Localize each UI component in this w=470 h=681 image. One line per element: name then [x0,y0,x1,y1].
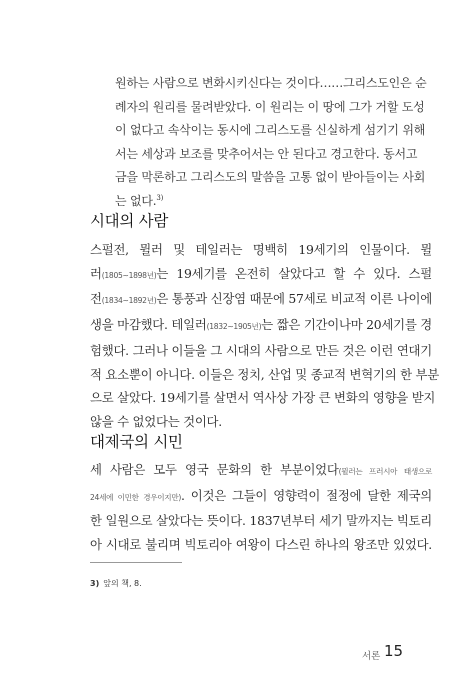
text-line [90,458,432,484]
text-line: 않을 수 없었다는 것이다. [90,413,222,429]
text-fragment: 는 짧은 기간이나마 20세기를 경 [261,317,432,333]
section-heading: 시대의 사람 [90,212,168,230]
text-fragment: 은 통풍과 신장염 때문에 57세로 비교적 이른 나이에 [156,291,432,307]
footnote-number: 3) [90,579,100,588]
paragraph-empire [90,458,432,557]
text-fragment: 전 [90,291,102,307]
aside-note: 24세에 이민한 경우이지만) [90,492,182,502]
text-line [90,262,432,288]
aside-note: (뮐러는 프러시아 태생으로 [338,467,432,476]
text-fragment: 세 사람은 모두 영국 문화의 한 부분이었다 [90,462,339,477]
block-quote [115,72,433,213]
footnote-text: 앞의 책, 8. [103,579,142,588]
text-fragment: . 이것은 그들이 영향력이 절정에 달한 제국의 [181,487,432,503]
text-line: 스펄전, 뮐러 및 테일러는 명백히 19세기의 인물이다. 뮐 [90,242,432,257]
quote-line: 서는 세상과 보조를 맞추어서는 안 된다고 경고한다. 동서고 [115,146,418,161]
quote-last-text: 는 없다. [115,193,157,208]
running-head: 서론 [362,651,381,662]
date-range: (1834~1892년) [101,296,157,306]
text-line: 아 시대로 불리며 빅토리아 여왕이 다스린 하나의 왕조만 있었다. [90,537,432,553]
quote-line: 금을 막론하고 그리스도의 말씀을 고통 없이 받아들이는 사회 [115,170,426,184]
text-line: 으로 살았다. 19세기를 살면서 역사상 가장 큰 변화의 영향을 받지 [90,390,436,406]
footnote-divider [90,562,182,563]
date-range: (1832~1905년) [206,322,262,332]
date-range: (1805~1898년) [101,270,157,280]
text-fragment: 러 [90,265,102,281]
text-line: 적 요소뿐이 아니다. 이들은 정치, 산업 및 종교적 변혁기의 한 부분 [90,366,439,382]
text-line [90,287,432,313]
footnote-ref[interactable]: 3) [156,193,164,202]
quote-line: 원하는 사람으로 변화시키신다는 것이다……그리스도인은 순 [115,76,427,90]
section-heading: 대제국의 시민 [90,433,183,451]
text-line [90,484,432,510]
text-line [90,313,432,339]
text-line: 험했다. 그러나 이들을 그 시대의 사람으로 만든 것은 이런 연대기 [90,342,432,358]
text-line: 한 일원으로 살았다는 뜻이다. 1837년부터 세기 말까지는 빅토리 [90,513,432,529]
paragraph-era [90,238,439,434]
footnote [90,578,142,589]
quote-line: 이 없다고 속삭이는 동시에 그리스도를 신실하게 섬기기 위해 [115,123,426,137]
text-fragment: 는 19세기를 온전히 살았다고 할 수 있다. 스펄 [156,265,432,281]
text-fragment: 생을 마감했다. 테일러 [90,317,207,333]
quote-line: 례자의 원리를 물려받았다. 이 원리는 이 땅에 그가 거할 도성 [115,99,425,114]
page-number: 15 [384,642,404,660]
